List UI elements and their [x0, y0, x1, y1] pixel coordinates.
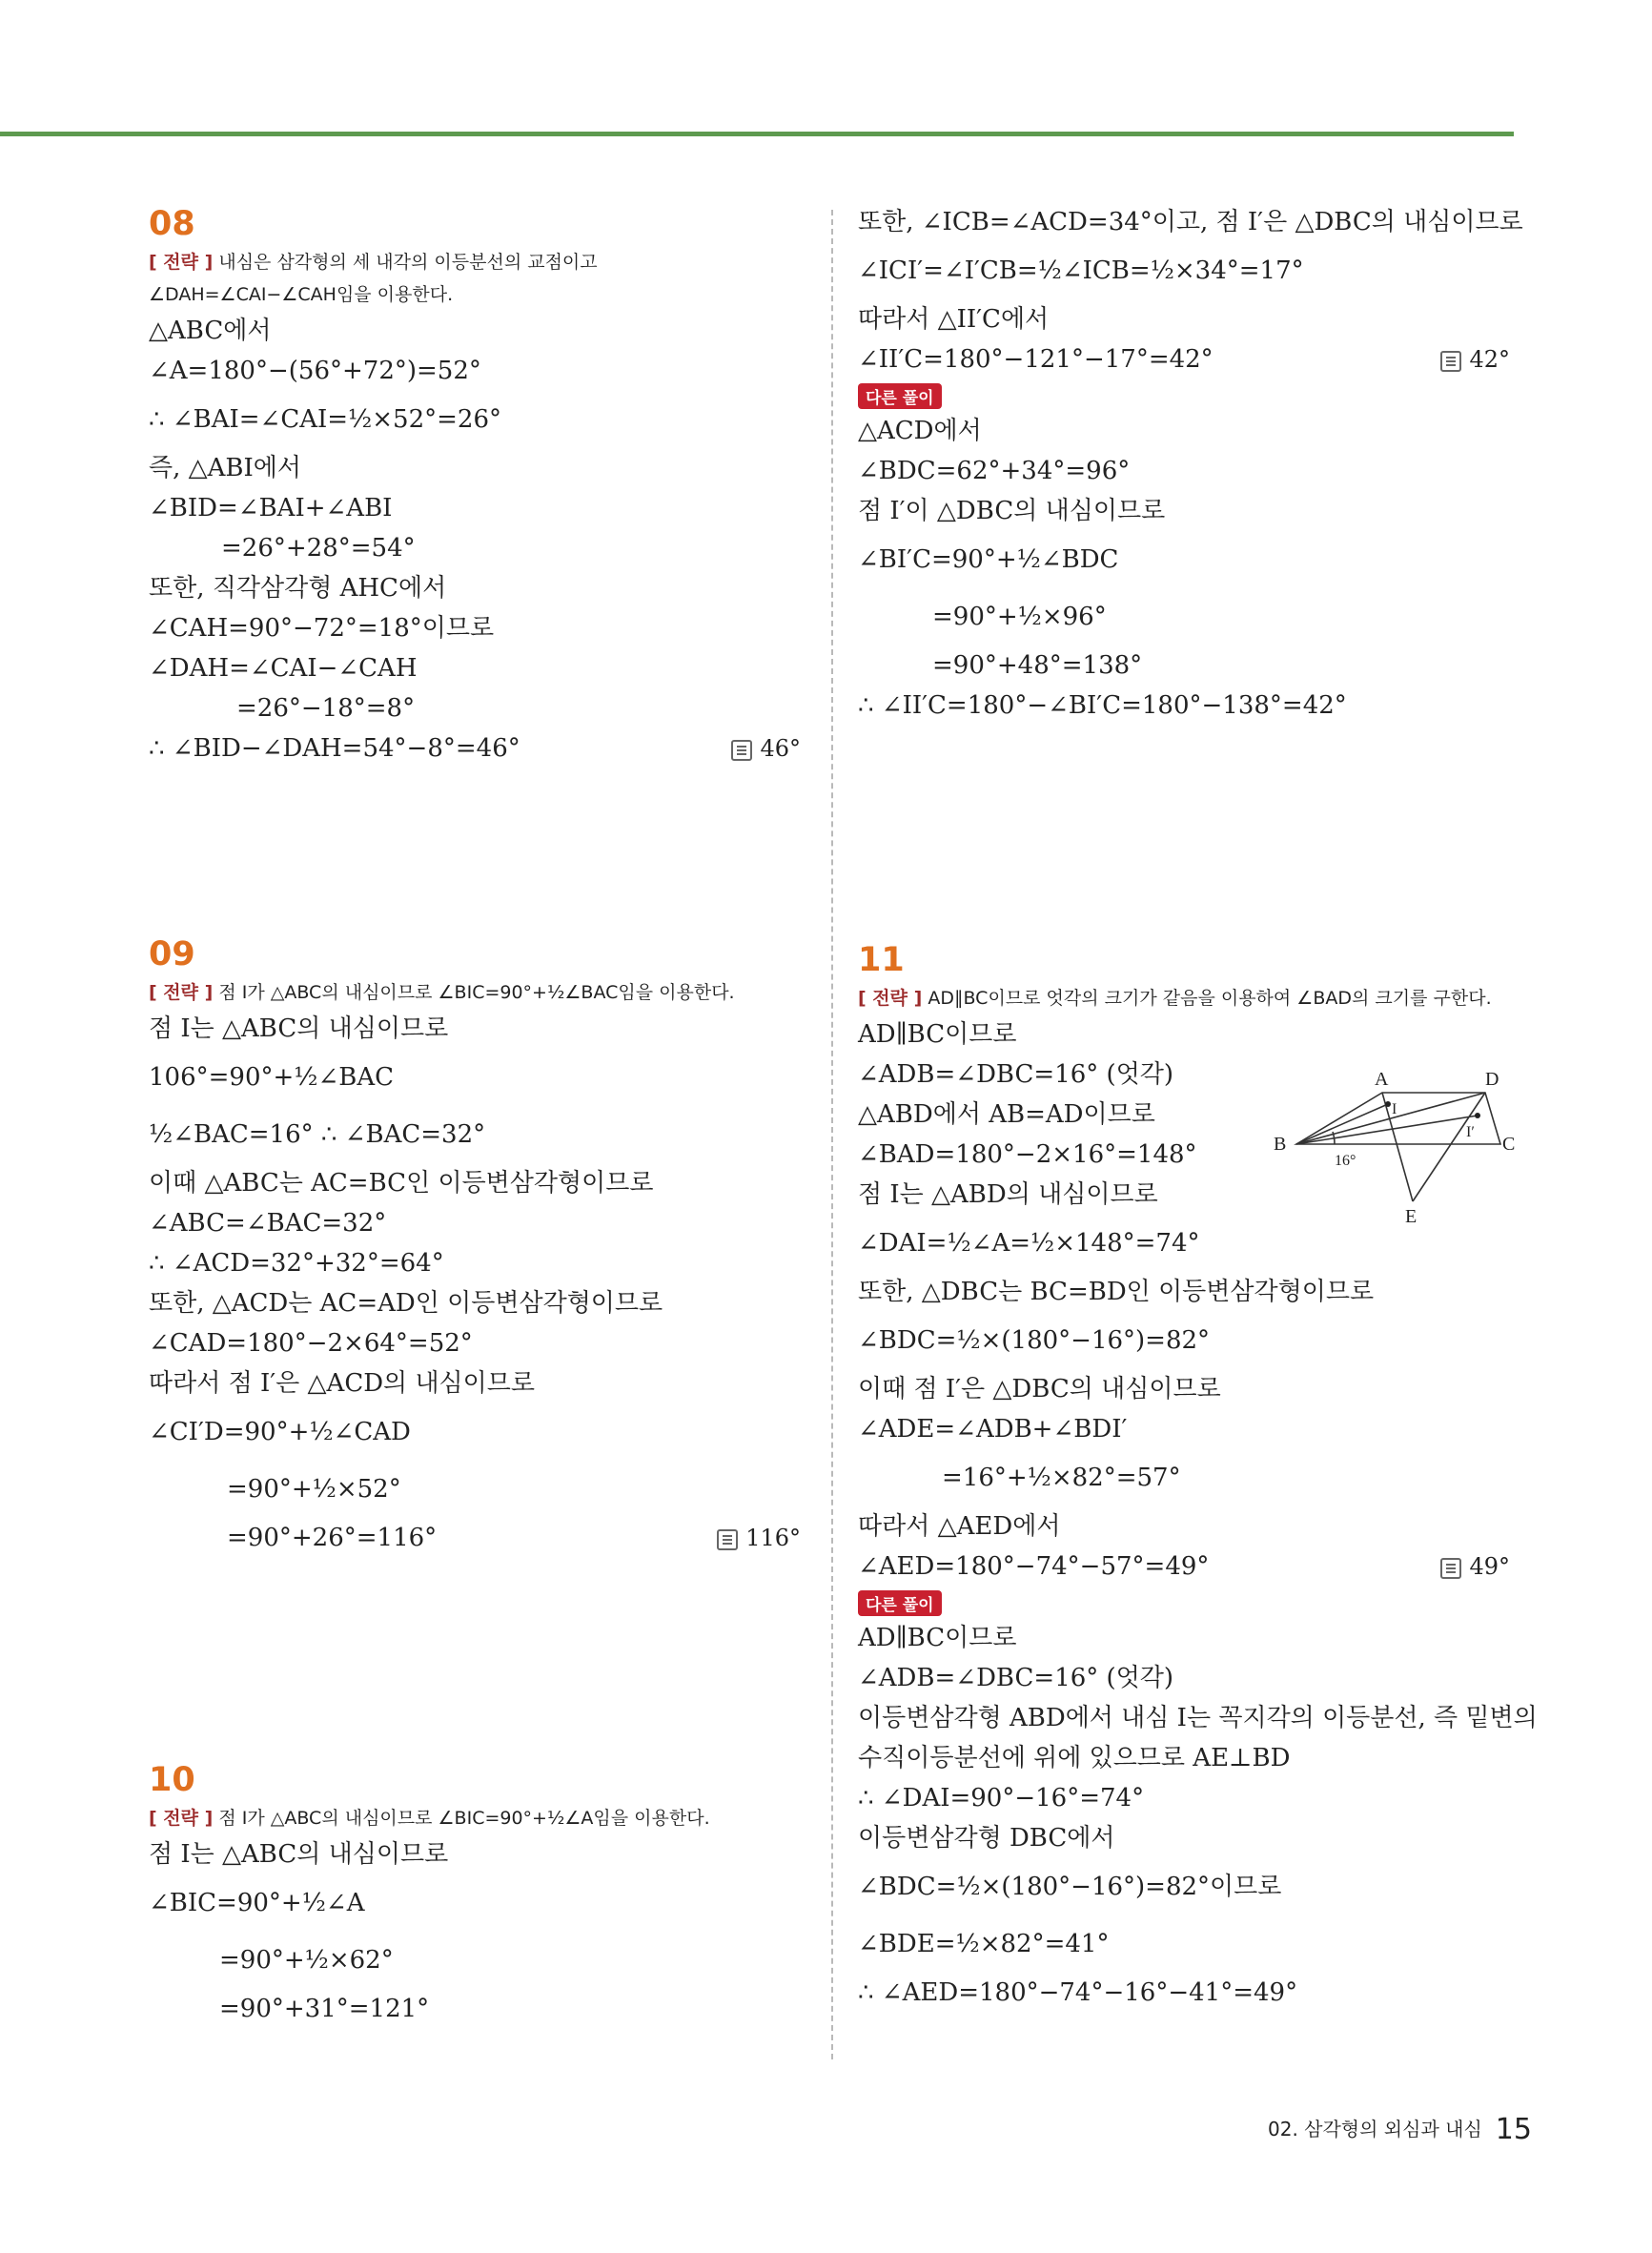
strategy-text: [ 전략 ] 점 I가 △ABC의 내심이므로 ∠BIC=90°+½∠A임을 이용한다. [149, 1808, 710, 1829]
solution-line: ∴ ∠DAI=90°−16°=74° [858, 1784, 1145, 1813]
solution-line: ∠ADB=∠DBC=16° (엇각) [858, 1060, 1174, 1089]
solution-line: ∠CI′D=90°+½∠CAD [149, 1418, 411, 1446]
label-angle-16: 16° [1335, 1153, 1356, 1169]
solution-line: =90°+31°=121° [219, 1995, 430, 2023]
solution-line: AD∥BC이므로 [858, 1624, 1017, 1652]
solution-line: ∠II′C=180°−121°−17°=42° 42° [858, 339, 1510, 379]
solution-line: ∠BDE=½×82°=41° [858, 1930, 1110, 1958]
solution-line: △ABC에서 [149, 317, 272, 345]
point-i-prime [1475, 1113, 1480, 1118]
page-number: 15 [1495, 2113, 1532, 2146]
point-i [1385, 1101, 1391, 1107]
solution-line: 따라서 △AED에서 [858, 1512, 1061, 1541]
solution-line: ∠ABC=∠BAC=32° [149, 1209, 387, 1238]
segment-ae [1382, 1093, 1413, 1201]
solution-line: 점 I′이 △DBC의 내심이므로 [858, 497, 1166, 525]
solution-line: ∠AED=180°−74°−57°=49° 49° [858, 1546, 1510, 1587]
solution-line: 또한, △ACD는 AC=AD인 이등변삼각형이므로 [149, 1289, 663, 1318]
problem-08-continued [858, 202, 1523, 726]
label-i-prime: I′ [1466, 1124, 1475, 1140]
bisector-bi [1296, 1104, 1388, 1144]
problem-10 [149, 1758, 801, 2029]
solution-line: =16°+½×82°=57° [942, 1464, 1181, 1492]
answer-icon [731, 740, 752, 761]
solution-line: 이때 점 I′은 △DBC의 내심이므로 [858, 1375, 1221, 1403]
answer-icon [1440, 1558, 1461, 1579]
solution-line: ∠BI′C=90°+½∠BDC [858, 545, 1119, 574]
solution-line: ∴ ∠BID−∠DAH=54°−8°=46° 46° [149, 728, 801, 768]
solution-line: ∠BIC=90°+½∠A [149, 1889, 365, 1917]
solution-line: =90°+½×96° [932, 603, 1107, 631]
alt-solution-badge: 다른 풀이 [858, 383, 942, 409]
column-divider [831, 210, 833, 2059]
answer-icon [717, 1529, 738, 1550]
answer: 116° [717, 1518, 801, 1558]
solution-line: 따라서 점 I′은 △ACD의 내심이므로 [149, 1369, 536, 1398]
solution-line: ∴ ∠BAI=∠CAI=½×52°=26° [149, 405, 501, 434]
solution-line: 이때 △ABC는 AC=BC인 이등변삼각형이므로 [149, 1169, 654, 1198]
solution-line: 즉, △ABI에서 [149, 454, 302, 482]
solution-line: ∠CAD=180°−2×64°=52° [149, 1329, 473, 1358]
solution-line: ∴ ∠ACD=32°+32°=64° [149, 1249, 444, 1278]
label-i: I [1392, 1101, 1397, 1117]
chapter-title: 02. 삼각형의 외심과 내심 [1268, 2118, 1482, 2140]
solution-line: =90°+26°=116° 116° [149, 1518, 801, 1558]
strategy-tag: [ 전략 ] [149, 252, 214, 273]
solution-line: ∠A=180°−(56°+72°)=52° [149, 357, 481, 385]
page-footer [1268, 2113, 1532, 2146]
solution-line: 점 I는 △ABC의 내심이므로 [149, 1014, 449, 1043]
solution-line: 점 I는 △ABC의 내심이므로 [149, 1840, 449, 1869]
strategy-text: [ 전략 ] 내심은 삼각형의 세 내각의 이등분선의 교점이고 [149, 252, 598, 273]
solution-line: AD∥BC이므로 [858, 1020, 1017, 1049]
label-e: E [1405, 1206, 1417, 1227]
solution-line: ∠BDC=½×(180°−16°)=82°이므로 [858, 1873, 1282, 1901]
label-a: A [1375, 1069, 1389, 1090]
solution-line: =90°+½×52° [227, 1475, 401, 1504]
solution-line: 점 I는 △ABD의 내심이므로 [858, 1180, 1158, 1209]
problem-number: 11 [858, 941, 905, 979]
solution-line: ∠BID=∠BAI+∠ABI [149, 494, 393, 522]
solution-line: =90°+48°=138° [932, 651, 1143, 680]
problem-number: 09 [149, 935, 195, 973]
answer: 49° [1440, 1546, 1510, 1587]
solution-line: ½∠BAC=16° ∴ ∠BAC=32° [149, 1120, 486, 1149]
strategy-text: [ 전략 ] AD∥BC이므로 엇각의 크기가 같음을 이용하여 ∠BAD의 크기를 구한다. [858, 988, 1492, 1009]
label-d: D [1485, 1069, 1499, 1090]
problem-number: 08 [149, 205, 195, 243]
solution-line: 106°=90°+½∠BAC [149, 1063, 395, 1092]
solution-line: =26°−18°=8° [236, 694, 416, 723]
solution-line: ∠ADE=∠ADB+∠BDI′ [858, 1415, 1128, 1444]
solution-line: ∠ADB=∠DBC=16° (엇각) [858, 1664, 1174, 1692]
solution-line: ∠BDC=62°+34°=96° [858, 457, 1131, 485]
solution-line: ∠BDC=½×(180°−16°)=82° [858, 1326, 1211, 1355]
problem-number: 10 [149, 1761, 195, 1799]
strategy-text-2: ∠DAH=∠CAI−∠CAH임을 이용한다. [149, 284, 454, 305]
solution-line: ∠DAI=½∠A=½×148°=74° [858, 1229, 1200, 1258]
solution-line: =90°+½×62° [219, 1946, 394, 1975]
solution-line: =26°+28°=54° [221, 534, 416, 563]
solution-line: ∠DAH=∠CAI−∠CAH [149, 654, 418, 683]
problem-08 [149, 202, 801, 768]
solution-line: ∴ ∠II′C=180°−∠BI′C=180°−138°=42° [858, 691, 1347, 720]
strategy-tag: [ 전략 ] [149, 1808, 214, 1829]
problem-09 [149, 932, 801, 1558]
solution-line: 수직이등분선에 위에 있으므로 AE⊥BD [858, 1744, 1291, 1772]
solution-line: 또한, ∠ICB=∠ACD=34°이고, 점 I′은 △DBC의 내심이므로 [858, 208, 1523, 236]
solution-line: 이등변삼각형 DBC에서 [858, 1824, 1115, 1853]
geometry-figure [1268, 1068, 1516, 1230]
strategy-text: [ 전략 ] 점 I가 △ABC의 내심이므로 ∠BIC=90°+½∠BAC임을 이용한다. [149, 982, 735, 1003]
answer: 42° [1440, 339, 1510, 379]
top-rule [0, 132, 1514, 136]
solution-line: 또한, △DBC는 BC=BD인 이등변삼각형이므로 [858, 1278, 1375, 1306]
solution-line: 이등변삼각형 ABD에서 내심 I는 꼭지각의 이등분선, 즉 밑변의 [858, 1704, 1538, 1732]
solution-line: ∠BAD=180°−2×16°=148° [858, 1140, 1197, 1169]
solution-line: 따라서 △II′C에서 [858, 305, 1050, 334]
label-b: B [1274, 1134, 1287, 1155]
strategy-tag: [ 전략 ] [858, 988, 923, 1009]
label-c: C [1502, 1134, 1516, 1155]
answer: 46° [731, 728, 801, 768]
solution-line: 또한, 직각삼각형 AHC에서 [149, 574, 447, 603]
strategy-tag: [ 전략 ] [149, 982, 214, 1003]
alt-solution-badge: 다른 풀이 [858, 1590, 942, 1616]
solution-line: ∠CAH=90°−72°=18°이므로 [149, 614, 495, 643]
solution-line: △ABD에서 AB=AD이므로 [858, 1100, 1155, 1129]
solution-line: △ACD에서 [858, 417, 982, 445]
solution-line: ∴ ∠AED=180°−74°−16°−41°=49° [858, 1978, 1298, 2007]
solution-line: ∠ICI′=∠I′CB=½∠ICB=½×34°=17° [858, 256, 1304, 285]
answer-icon [1440, 351, 1461, 372]
